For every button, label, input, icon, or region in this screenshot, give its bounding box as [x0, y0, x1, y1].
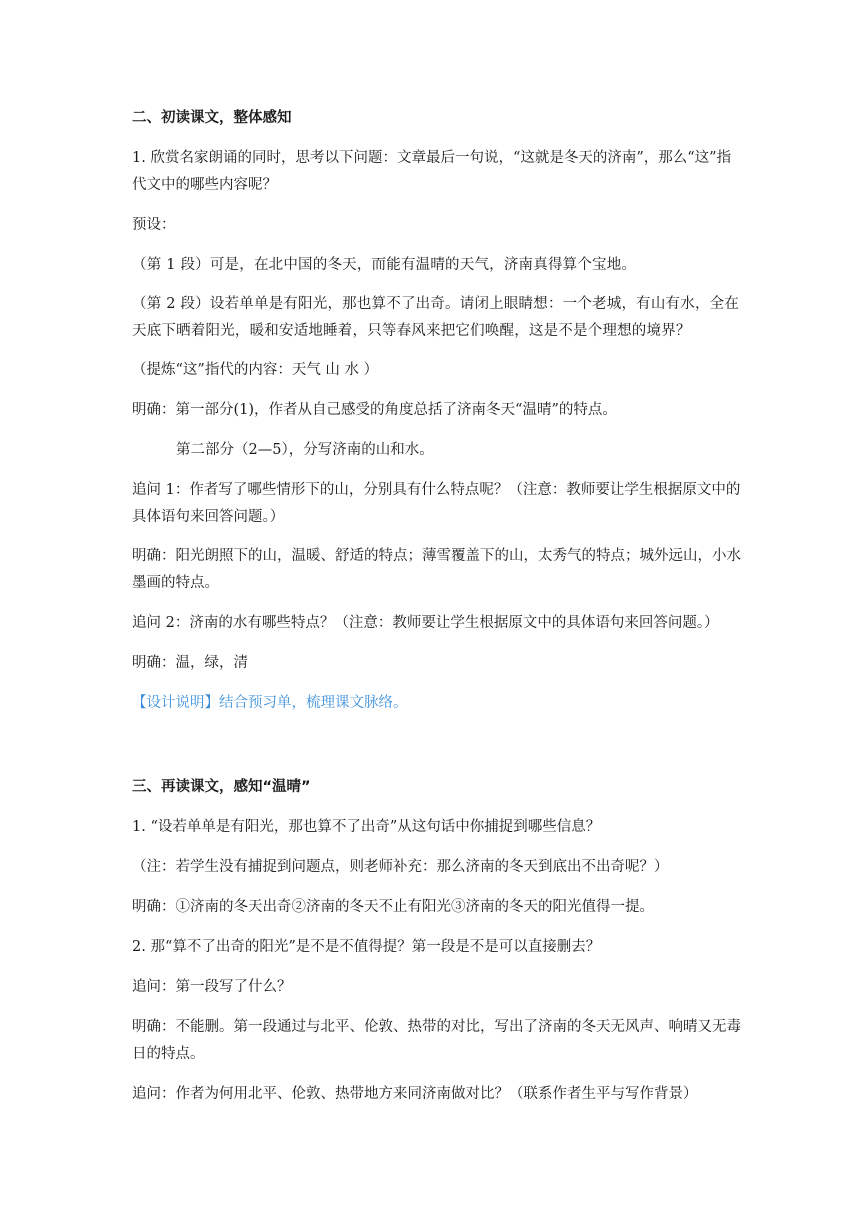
question-1: 1. 欣赏名家朗诵的同时，思考以下问题：文章最后一句说，“这就是冬天的济南”，那么“这”指代文中的哪些内容呢？ [132, 150, 732, 193]
quote-paragraph-1: （第 1 段）可是，在北中国的冬天，而能有温晴的天气，济南真得算个宝地。 [132, 257, 637, 273]
section-3-followup-1: 追问：第一段写了什么？ [132, 979, 292, 995]
clarify-mountains: 明确：阳光朗照下的山，温暖、舒适的特点；薄雪覆盖下的山，太秀气的特点；城外远山，小水墨画的特点。 [132, 548, 741, 591]
preset-label: 预设： [132, 217, 176, 233]
clarify-part-1: 明确：第一部分(1)，作者从自己感受的角度总括了济南冬天“温晴”的特点。 [132, 402, 617, 418]
clarify-water: 明确：温，绿，清 [132, 655, 248, 671]
teacher-note: （注：若学生没有捕捉到问题点，则老师补充：那么济南的冬天到底出不出奇呢？） [132, 859, 669, 875]
refine-line: （提炼“这”指代的内容：天气 山 水 ） [132, 362, 379, 378]
followup-question-2: 追问 2：济南的水有哪些特点？（注意：教师要让学生根据原文中的具体语句来回答问题。） [132, 615, 719, 631]
design-note: 【设计说明】结合预习单，梳理课文脉络。 [132, 695, 408, 711]
section-2-heading: 二、初读课文，整体感知 [132, 110, 292, 126]
followup-question-1: 追问 1：作者写了哪些情形下的山，分别具有什么特点呢？（注意：教师要让学生根据原文中的具体语句来回答问题。） [132, 482, 741, 525]
section-3-clarify-2: 明确：不能删。第一段通过与北平、伦敦、热带的对比，写出了济南的冬天无风声、响晴又无毒日的特点。 [132, 1019, 741, 1062]
quote-paragraph-2: （第 2 段）设若单单是有阳光，那也算不了出奇。请闭上眼睛想：一个老城，有山有水，全在天底下晒着阳光，暖和安适地睡着，只等春风来把它们唤醒，这是不是个理想的境界？ [132, 296, 740, 339]
section-3-clarify-1: 明确：①济南的冬天出奇②济南的冬天不止有阳光③济南的冬天的阳光值得一提。 [132, 899, 654, 915]
section-3-heading: 三、再读课文，感知“温晴” [132, 779, 311, 795]
section-3-question-1: 1. “设若单单是有阳光，那也算不了出奇”从这句话中你捕捉到哪些信息？ [132, 819, 601, 835]
clarify-part-2: 第二部分（2—5），分写济南的山和水。 [176, 442, 434, 458]
section-3-followup-2: 追问：作者为何用北平、伦敦、热带地方来同济南做对比？（联系作者生平与写作背景） [132, 1086, 698, 1102]
section-3-question-2: 2. 那“算不了出奇的阳光”是不是不值得提？第一段是不是可以直接删去？ [132, 939, 601, 955]
